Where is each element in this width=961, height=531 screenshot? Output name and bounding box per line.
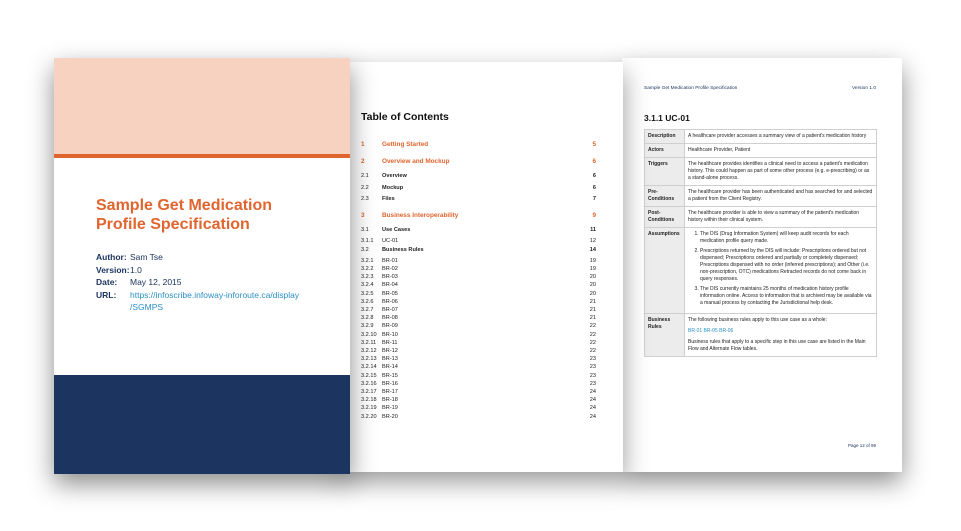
toc-entry[interactable] bbox=[361, 246, 596, 254]
toc-entry[interactable] bbox=[361, 322, 596, 330]
cover-bottom-band bbox=[54, 375, 350, 474]
toc-entry[interactable] bbox=[361, 141, 596, 149]
toc-entry-page: 23 bbox=[589, 364, 596, 371]
business-rules-value bbox=[685, 314, 877, 357]
triggers-value: The healthcare provides identifies a clinical need to access a patient's medication history. This could happen as part of some other process (e.g. e-prescribing) or as a stand-alone process. bbox=[685, 158, 877, 186]
toc-entry-num: 3.2.19 bbox=[361, 405, 377, 412]
toc-entry-title: BR-01 bbox=[382, 257, 398, 264]
toc-entry-title: Overview and Mockup bbox=[382, 158, 450, 166]
toc-entry-page: 23 bbox=[589, 356, 596, 363]
cover-author-row bbox=[96, 251, 310, 264]
toc-entry-num: 3.2.10 bbox=[361, 331, 377, 338]
toc-entry-page: 14 bbox=[589, 246, 596, 253]
cover-version: 1.0 bbox=[130, 264, 142, 275]
uc-header-version: Version 1.0 bbox=[851, 86, 876, 91]
toc-entry[interactable] bbox=[361, 314, 596, 322]
toc-entry-title: BR-02 bbox=[382, 266, 398, 273]
assumptions-list bbox=[688, 231, 873, 307]
toc-entry-page: 21 bbox=[589, 298, 596, 305]
cover-url-line1: https://infoscribe.infoway-inforoute.ca/display bbox=[130, 289, 300, 300]
toc-entry-num: 3.2.7 bbox=[361, 307, 374, 314]
toc-entry[interactable] bbox=[361, 172, 596, 180]
toc-page bbox=[340, 62, 623, 472]
toc-entry-title: Getting Started bbox=[382, 141, 429, 148]
toc-entry[interactable] bbox=[361, 281, 596, 289]
toc-entry-page: 22 bbox=[589, 323, 596, 330]
toc-entry-page: 11 bbox=[590, 227, 596, 234]
toc-entry-title: Files bbox=[382, 195, 395, 202]
toc-entry[interactable] bbox=[361, 347, 596, 355]
table-row bbox=[645, 314, 877, 357]
list-item: 1. The DIS (Drug Information System) will keep audit records for each medication profile query made. bbox=[700, 231, 873, 245]
toc-entry[interactable] bbox=[361, 298, 596, 306]
toc-entry[interactable] bbox=[361, 237, 596, 245]
table-row bbox=[645, 130, 877, 144]
toc-entry[interactable] bbox=[361, 388, 596, 396]
toc-entry-title: Overview bbox=[382, 173, 407, 180]
rules-intro: The following business rules apply to this use case as a whole: bbox=[688, 317, 827, 323]
toc-entry-title: BR-04 bbox=[382, 282, 398, 289]
preconditions-label: Pre-Conditions bbox=[645, 186, 685, 207]
toc-entry-page: 21 bbox=[589, 307, 596, 314]
cover-version-label: Version: bbox=[96, 264, 130, 275]
toc-entry-title: BR-15 bbox=[382, 372, 398, 379]
cover-date-label: Date: bbox=[96, 277, 118, 287]
toc-entry-num: 3.2.3 bbox=[361, 274, 374, 281]
toc-entry-page: 20 bbox=[589, 274, 596, 281]
toc-entry-title: Business Interoperability bbox=[382, 212, 459, 220]
toc-entry-page: 21 bbox=[589, 315, 596, 322]
toc-entry-page: 23 bbox=[589, 372, 596, 379]
toc-entry-num: 3.2.13 bbox=[361, 356, 377, 363]
toc-entry[interactable] bbox=[361, 380, 596, 388]
toc-entry-title: BR-14 bbox=[382, 364, 398, 371]
cover-rule bbox=[54, 154, 350, 158]
toc-entry[interactable] bbox=[361, 158, 596, 166]
list-item: 3. The DIS currently maintains 25 months of medication history profile information online. Access to information that is archived may be available via a manual process by contacting the Jurisdictional help desk. bbox=[700, 286, 873, 307]
toc-entry[interactable] bbox=[361, 339, 596, 347]
uc-page bbox=[622, 58, 902, 472]
toc-entry-num: 3.2.17 bbox=[361, 389, 377, 396]
description-label: Description bbox=[645, 130, 685, 144]
toc-entry-page: 5 bbox=[592, 141, 596, 148]
toc-entry-title: BR-05 bbox=[382, 290, 398, 297]
toc-entry-page: 23 bbox=[589, 380, 596, 387]
toc-entry-page: 20 bbox=[589, 290, 596, 297]
toc-entry-num: 3.2.6 bbox=[361, 298, 374, 305]
toc-entry-num: 3.2.14 bbox=[361, 364, 377, 371]
toc-entry[interactable] bbox=[361, 290, 596, 298]
toc-entry[interactable] bbox=[361, 265, 596, 273]
toc-entry[interactable] bbox=[361, 355, 596, 363]
toc-entry-title: BR-09 bbox=[382, 323, 398, 330]
toc-list bbox=[361, 141, 596, 421]
toc-entry-num: 3.2 bbox=[361, 246, 369, 253]
toc-entry-title: BR-06 bbox=[382, 298, 398, 305]
toc-entry-num: 3.1.1 bbox=[361, 238, 374, 245]
toc-entry-page: 9 bbox=[592, 212, 596, 220]
business-rules-label: Business Rules bbox=[645, 314, 685, 357]
toc-entry-title: BR-17 bbox=[382, 389, 398, 396]
toc-entry[interactable] bbox=[361, 331, 596, 339]
toc-entry[interactable] bbox=[361, 372, 596, 380]
toc-entry-page: 24 bbox=[589, 405, 596, 412]
toc-entry-num: 3.2.18 bbox=[361, 397, 377, 404]
toc-entry-page: 22 bbox=[589, 348, 596, 355]
toc-entry-page: 22 bbox=[589, 339, 596, 346]
toc-entry-num: 3.2.1 bbox=[361, 257, 374, 264]
toc-entry-page: 6 bbox=[592, 158, 596, 166]
table-row bbox=[645, 186, 877, 207]
uc-header-title: Sample Get Medication Profile Specification bbox=[644, 86, 738, 91]
toc-entry-title: BR-13 bbox=[382, 356, 398, 363]
cover-url-link[interactable] bbox=[130, 289, 310, 314]
cover-date: May 12, 2015 bbox=[130, 277, 182, 287]
list-item: 2. Prescriptions returned by the DIS will include: Prescriptions ordered but not dispensed; Prescriptions ordered and partially or completely dispensed; Prescriptions dispensed with no order (inferred prescriptions); and Other (i.e. non-prescription, OTC) medications Retracted records do not come back in query responses. bbox=[700, 248, 873, 283]
toc-entry-title: BR-11 bbox=[382, 339, 398, 346]
toc-entry-num: 3.2.5 bbox=[361, 290, 374, 297]
toc-entry-title: BR-16 bbox=[382, 380, 398, 387]
table-row bbox=[645, 228, 877, 314]
toc-entry-title: BR-12 bbox=[382, 348, 398, 355]
toc-entry-num: 3.2.8 bbox=[361, 315, 374, 322]
toc-entry-page: 12 bbox=[589, 238, 596, 245]
toc-entry-num: 3.2.15 bbox=[361, 372, 377, 379]
toc-entry-num: 3.2.9 bbox=[361, 323, 374, 330]
toc-entry[interactable] bbox=[361, 184, 596, 192]
cover-page bbox=[54, 58, 350, 474]
uc-table bbox=[644, 129, 877, 357]
rules-note: Business rules that apply to a specific step in this use case are listed in the Main Flow and Alternate Flow tables. bbox=[688, 339, 866, 352]
toc-entry[interactable] bbox=[361, 363, 596, 371]
toc-entry-num: 3 bbox=[361, 212, 365, 220]
toc-entry[interactable] bbox=[361, 257, 596, 265]
assumptions-value bbox=[685, 228, 877, 314]
cover-author: Sam Tse bbox=[130, 252, 163, 262]
cover-url-label: URL: bbox=[96, 289, 117, 300]
toc-entry-title: BR-18 bbox=[382, 397, 398, 404]
triggers-label: Triggers bbox=[645, 158, 685, 186]
toc-entry-num: 3.2.2 bbox=[361, 266, 374, 273]
toc-entry-num: 3.2.20 bbox=[361, 413, 377, 420]
toc-entry-page: 6 bbox=[592, 184, 596, 191]
toc-entry-page: 22 bbox=[589, 331, 596, 338]
cover-meta bbox=[96, 251, 310, 314]
actors-value: Healthcare Provider, Patient bbox=[685, 144, 877, 158]
toc-entry-page: 20 bbox=[589, 282, 596, 289]
toc-entry[interactable] bbox=[361, 306, 596, 314]
table-row bbox=[645, 158, 877, 186]
toc-entry-page: 24 bbox=[589, 389, 596, 396]
toc-entry-num: 3.2.11 bbox=[361, 339, 377, 346]
cover-date-row bbox=[96, 276, 310, 289]
toc-entry[interactable] bbox=[361, 195, 596, 203]
toc-entry-title: BR-07 bbox=[382, 307, 398, 314]
table-row bbox=[645, 144, 877, 158]
uc-page-header bbox=[644, 86, 876, 91]
toc-entry[interactable] bbox=[361, 404, 596, 412]
cover-url-row bbox=[96, 289, 310, 314]
toc-entry-page: 24 bbox=[589, 397, 596, 404]
toc-entry-num: 3.2.4 bbox=[361, 282, 374, 289]
toc-entry-title: BR-10 bbox=[382, 331, 398, 338]
toc-entry-title: BR-08 bbox=[382, 315, 398, 322]
toc-entry-page: 7 bbox=[592, 195, 596, 202]
toc-entry-num: 3.2.12 bbox=[361, 348, 377, 355]
table-row bbox=[645, 207, 877, 228]
toc-entry-num: 2.2 bbox=[361, 184, 369, 191]
postconditions-label: Post-Conditions bbox=[645, 207, 685, 228]
preconditions-value: The healthcare provider has been authenticated and has searched for and selected a patient from the Client Registry. bbox=[685, 186, 877, 207]
actors-label: Actors bbox=[645, 144, 685, 158]
uc-section-title: 3.1.1 UC-01 bbox=[644, 113, 690, 123]
description-value: A healthcare provider accesses a summary view of a patient's medication history bbox=[685, 130, 877, 144]
toc-entry-page: 6 bbox=[592, 173, 596, 180]
toc-entry[interactable] bbox=[361, 212, 596, 220]
cover-title: Sample Get Medication Profile Specification bbox=[96, 197, 273, 233]
toc-entry-title: UC-01 bbox=[382, 238, 399, 245]
toc-entry-title: BR-20 bbox=[382, 413, 398, 420]
toc-entry-page: 19 bbox=[589, 266, 596, 273]
toc-entry-num: 3.1 bbox=[361, 227, 369, 234]
toc-entry-num: 2.3 bbox=[361, 195, 369, 202]
toc-entry-title: Business Rules bbox=[382, 246, 424, 253]
toc-entry-page: 19 bbox=[589, 257, 596, 264]
toc-heading: Table of Contents bbox=[361, 111, 449, 123]
cover-author-label: Author: bbox=[96, 252, 127, 262]
toc-entry-page: 24 bbox=[589, 413, 596, 420]
toc-entry-num: 3.2.16 bbox=[361, 380, 377, 387]
toc-entry-title: BR-19 bbox=[382, 405, 398, 412]
rules-links[interactable]: BR-01 BR-05 BR-06 bbox=[688, 328, 734, 334]
toc-entry-title: Use Cases bbox=[382, 227, 411, 234]
toc-entry-num: 1 bbox=[361, 141, 365, 148]
toc-entry[interactable] bbox=[361, 396, 596, 404]
toc-entry-num: 2 bbox=[361, 158, 365, 166]
toc-entry[interactable] bbox=[361, 273, 596, 281]
assumptions-label: Assumptions bbox=[645, 228, 685, 314]
cover-top-band bbox=[54, 58, 350, 154]
toc-entry-num: 2.1 bbox=[361, 173, 369, 180]
toc-entry-title: Mockup bbox=[382, 184, 404, 191]
page-number: Page 12 of 99 bbox=[847, 443, 876, 448]
postconditions-value: The healthcare provider is able to view a summary of the patient's medication history within their clinical system. bbox=[685, 207, 877, 228]
toc-entry-title: BR-03 bbox=[382, 274, 398, 281]
toc-entry[interactable] bbox=[361, 226, 596, 234]
toc-entry[interactable] bbox=[361, 413, 596, 421]
cover-version-row bbox=[96, 264, 310, 277]
cover-url-line2: /SGMPS bbox=[130, 302, 164, 312]
